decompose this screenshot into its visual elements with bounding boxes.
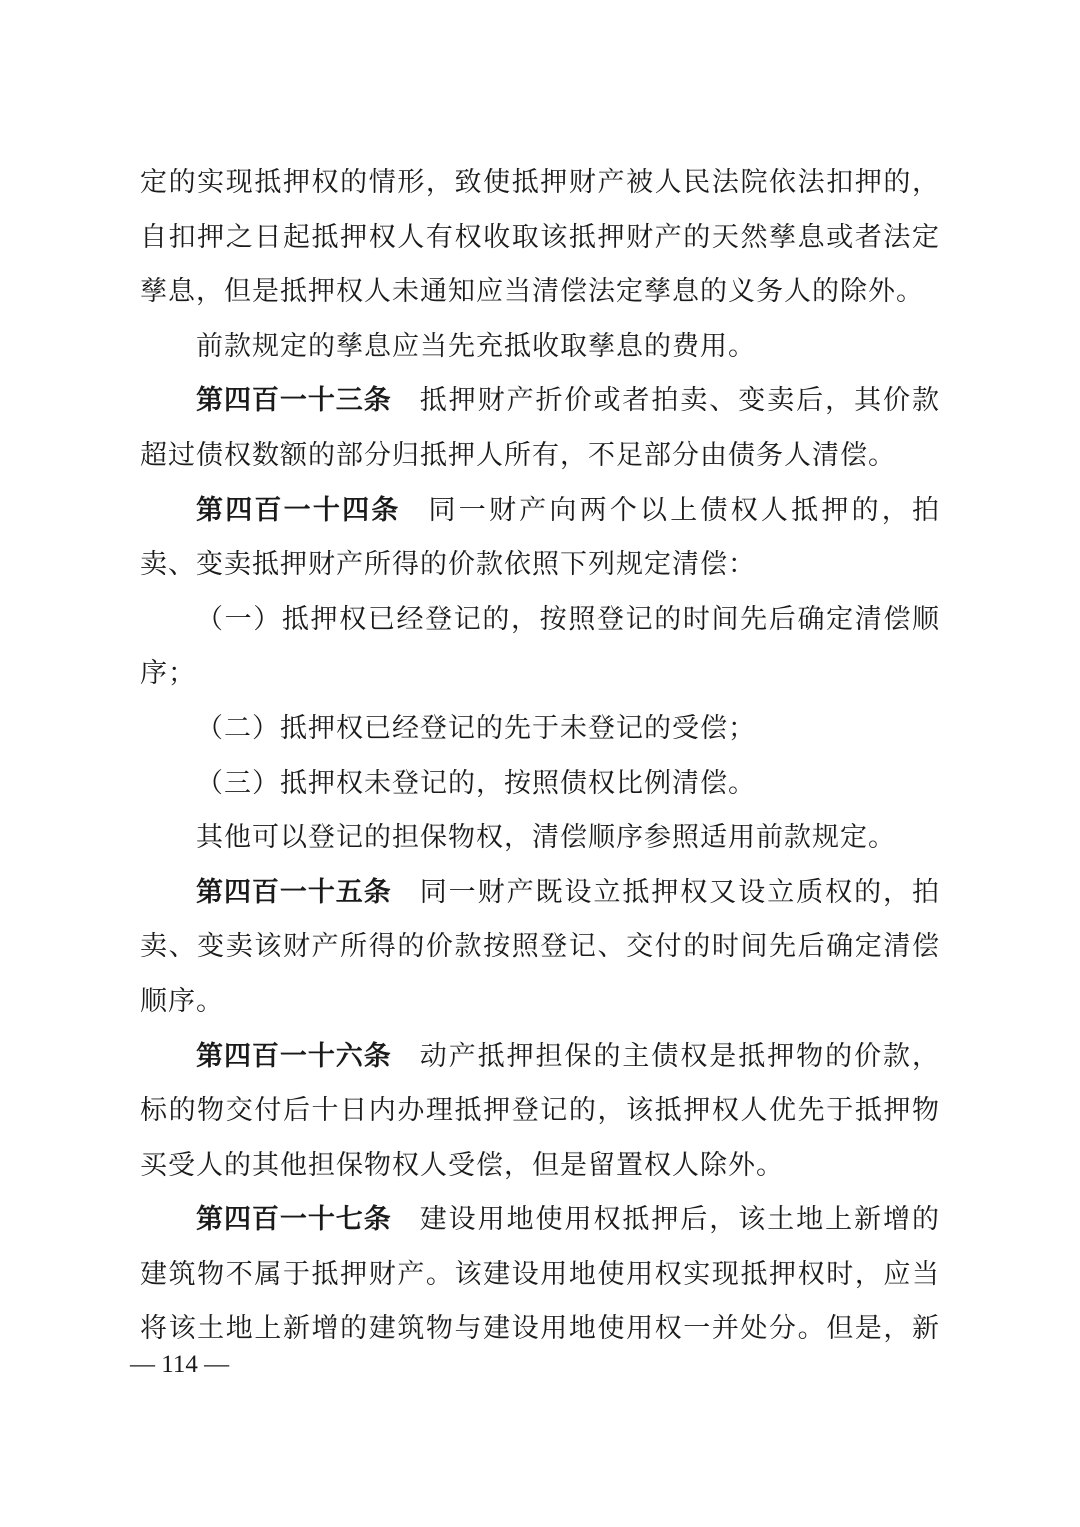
article-415-first-line <box>140 866 940 921</box>
list-item-2 <box>140 702 940 757</box>
text-line <box>140 320 940 375</box>
list-item-1 <box>140 593 940 648</box>
line-text: 孳息，但是抵押权人未通知应当清偿法定孳息的义务人的除外。 <box>140 276 924 308</box>
line-text: 卖、变卖抵押财产所得的价款依照下列规定清偿： <box>140 549 756 581</box>
line-text: 建筑物不属于抵押财产。该建设用地使用权实现抵押权时，应当 <box>140 1258 940 1290</box>
line-text: 其他可以登记的担保物权，清偿顺序参照适用前款规定。 <box>196 822 896 854</box>
text-line <box>140 647 940 702</box>
page-number: — 114 — <box>130 1351 230 1378</box>
line-text: 同一财产向两个以上债权人抵押的，拍 <box>428 494 940 526</box>
line-text: 前款规定的孳息应当先充抵收取孳息的费用。 <box>196 330 756 362</box>
text-line <box>140 1302 940 1357</box>
article-417-heading: 第四百一十七条 <box>196 1204 392 1236</box>
line-text: 自扣押之日起抵押权人有权收取该抵押财产的天然孳息或者法定 <box>140 221 940 253</box>
text-line <box>140 1084 940 1139</box>
line-text: 序； <box>140 658 196 690</box>
text-line <box>140 265 940 320</box>
line-text: 建设用地使用权抵押后，该土地上新增的 <box>419 1204 940 1236</box>
line-text: （一）抵押权已经登记的，按照登记的时间先后确定清偿顺 <box>196 603 940 635</box>
article-417-first-line <box>140 1193 940 1248</box>
article-416-first-line <box>140 1030 940 1085</box>
text-line <box>140 1139 940 1194</box>
text-line <box>140 920 940 975</box>
line-text: 顺序。 <box>140 985 224 1017</box>
article-414-first-line <box>140 484 940 539</box>
line-text: （三）抵押权未登记的，按照债权比例清偿。 <box>196 767 756 799</box>
line-text: 同一财产既设立抵押权又设立质权的，拍 <box>419 876 940 908</box>
line-text: 标的物交付后十日内办理抵押登记的，该抵押权人优先于抵押物 <box>140 1095 940 1127</box>
line-text: 超过债权数额的部分归抵押人所有，不足部分由债务人清偿。 <box>140 439 896 471</box>
text-line <box>140 1248 940 1303</box>
text-line <box>140 811 940 866</box>
line-text: 动产抵押担保的主债权是抵押物的价款， <box>419 1040 940 1072</box>
text-line <box>140 211 940 266</box>
line-text: 抵押财产折价或者拍卖、变卖后，其价款 <box>419 385 940 417</box>
text-line <box>140 975 940 1030</box>
article-text <box>140 156 940 1357</box>
text-line <box>140 429 940 484</box>
list-item-3 <box>140 757 940 812</box>
article-416-heading: 第四百一十六条 <box>196 1040 392 1072</box>
article-413-first-line <box>140 374 940 429</box>
line-text: 卖、变卖该财产所得的价款按照登记、交付的时间先后确定清偿 <box>140 931 940 963</box>
article-413-heading: 第四百一十三条 <box>196 385 392 417</box>
line-text: 买受人的其他担保物权人受偿，但是留置权人除外。 <box>140 1149 784 1181</box>
text-line <box>140 156 940 211</box>
line-text: 定的实现抵押权的情形，致使抵押财产被人民法院依法扣押的， <box>140 167 940 198</box>
line-text: 将该土地上新增的建筑物与建设用地使用权一并处分。但是，新 <box>140 1313 940 1345</box>
text-line <box>140 538 940 593</box>
article-414-heading: 第四百一十四条 <box>196 494 401 526</box>
article-415-heading: 第四百一十五条 <box>196 876 392 908</box>
line-text: （二）抵押权已经登记的先于未登记的受偿； <box>196 712 756 744</box>
